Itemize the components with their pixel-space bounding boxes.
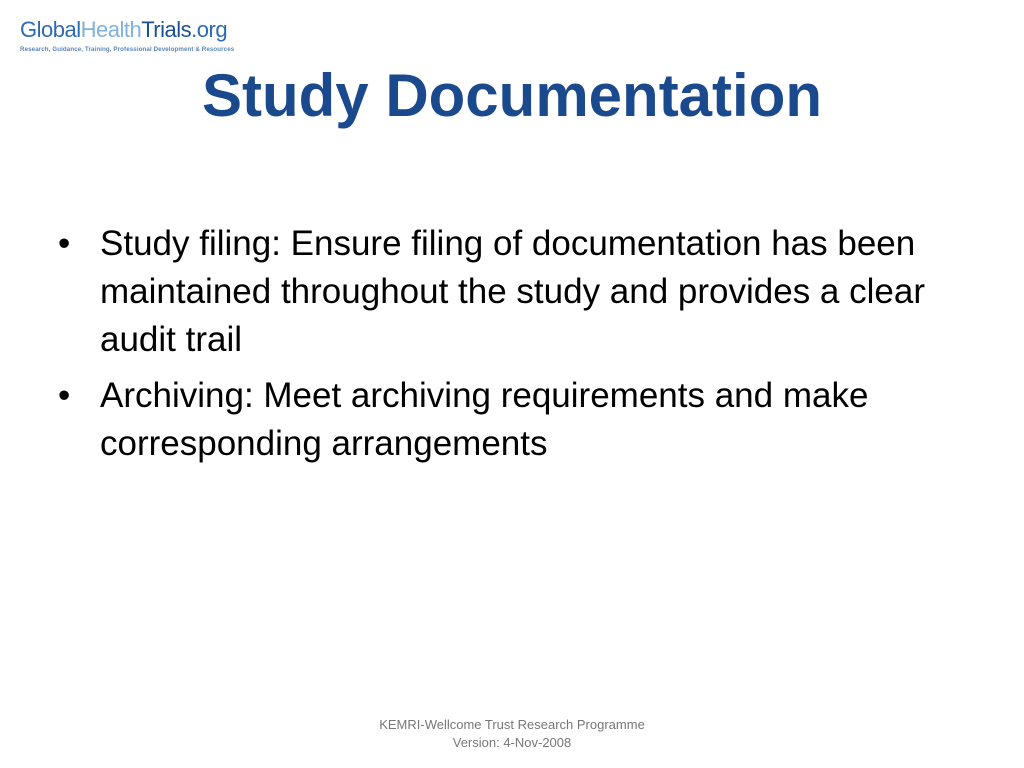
logo-wordmark xyxy=(20,16,280,44)
footer-organization: KEMRI-Wellcome Trust Research Programme xyxy=(379,717,645,732)
slide-title: Study Documentation xyxy=(201,62,822,129)
logo-word-trials: Trials xyxy=(141,17,192,42)
logo-word-global: Global xyxy=(20,17,81,42)
logo-word-org: .org xyxy=(191,17,228,42)
bullet-item-study-filing xyxy=(58,220,958,364)
bullet-marker: • xyxy=(58,376,71,415)
logo-tagline: Research, Guidance, Training, Professional Development & Resources xyxy=(20,46,235,53)
bullet-item-archiving xyxy=(58,372,958,468)
slide-footer xyxy=(0,716,1024,752)
bullet-marker: • xyxy=(58,224,71,263)
bullet-list xyxy=(58,220,958,476)
bullet-text: Archiving: Meet archiving requirements and make corresponding arrangements xyxy=(100,376,869,463)
bullet-text: Study filing: Ensure filing of documentation has been maintained throughout the study and provides a clear audit trail xyxy=(100,224,925,359)
logo-word-health: Health xyxy=(80,17,142,42)
footer-version: Version: 4-Nov-2008 xyxy=(452,735,572,750)
globalhealthtrials-logo xyxy=(20,16,280,60)
